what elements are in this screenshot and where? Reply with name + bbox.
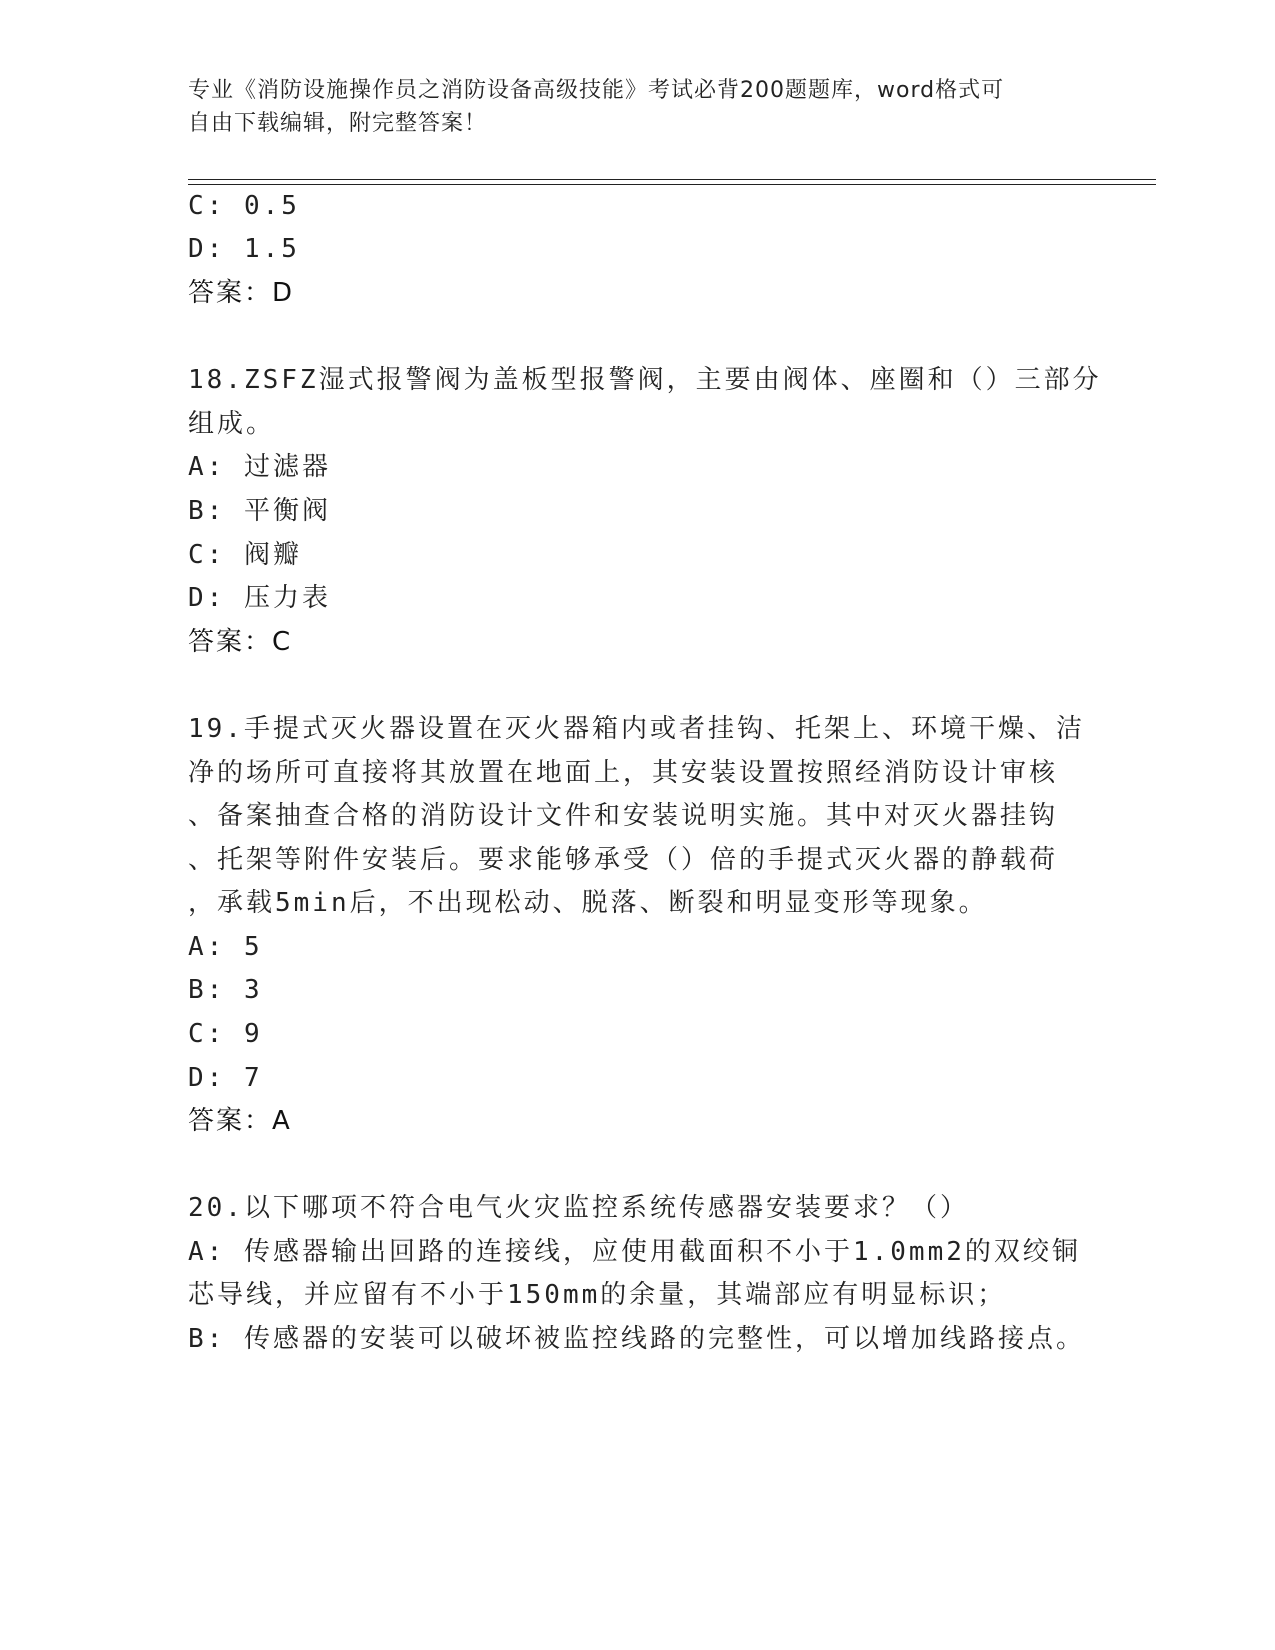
- q20-text-line-1: 20.以下哪项不符合电气火灾监控系统传感器安装要求？（）: [188, 1193, 969, 1223]
- header-divider-top: [188, 179, 1156, 180]
- prev-answer: 答案：D: [188, 278, 295, 308]
- q18-text-line-2: 组成。: [188, 409, 276, 439]
- prev-option-d: D: 1.5: [188, 234, 300, 264]
- q18-text-line-1: 18.ZSFZ湿式报警阀为盖板型报警阀，主要由阀体、座圈和（）三部分: [188, 365, 1102, 395]
- header-line-2: 自由下载编辑，附完整答案！: [188, 111, 488, 136]
- q18-option-b: B: 平衡阀: [188, 496, 331, 526]
- q19-text-line-2: 净的场所可直接将其放置在地面上，其安装设置按照经消防设计审核: [188, 758, 1059, 788]
- q19-text-line-3: 、备案抽查合格的消防设计文件和安装说明实施。其中对灭火器挂钩: [188, 801, 1059, 831]
- q20-option-a-line-1: A: 传感器输出回路的连接线，应使用截面积不小于1.0mm2的双绞铜: [188, 1237, 1081, 1267]
- prev-option-c: C: 0.5: [188, 191, 300, 221]
- q19-option-d: D: 7: [188, 1063, 263, 1093]
- document-header: [188, 74, 1088, 140]
- q18-option-d: D: 压力表: [188, 583, 331, 613]
- q20-option-b: B: 传感器的安装可以破坏被监控线路的完整性，可以增加线路接点。: [188, 1324, 1085, 1354]
- q19-answer: 答案：A: [188, 1106, 292, 1136]
- q18-answer: 答案：C: [188, 627, 293, 657]
- q19-option-c: C: 9: [188, 1019, 263, 1049]
- q20-option-a-line-2: 芯导线，并应留有不小于150mm的余量，其端部应有明显标识；: [188, 1280, 1007, 1310]
- q19-option-a: A: 5: [188, 932, 263, 962]
- header-line-1: 专业《消防设施操作员之消防设备高级技能》考试必背200题题库，word格式可: [188, 78, 1005, 103]
- q18-option-a: A: 过滤器: [188, 452, 331, 482]
- q19-option-b: B: 3: [188, 975, 263, 1005]
- q19-text-line-5: ，承载5min后，不出现松动、脱落、断裂和明显变形等现象。: [188, 888, 988, 918]
- q19-text-line-1: 19.手提式灭火器设置在灭火器箱内或者挂钩、托架上、环境干燥、洁: [188, 714, 1085, 744]
- q18-option-c: C: 阀瓣: [188, 540, 302, 570]
- q19-text-line-4: 、托架等附件安装后。要求能够承受（）倍的手提式灭火器的静载荷: [188, 845, 1059, 875]
- header-divider-bottom: [188, 184, 1156, 185]
